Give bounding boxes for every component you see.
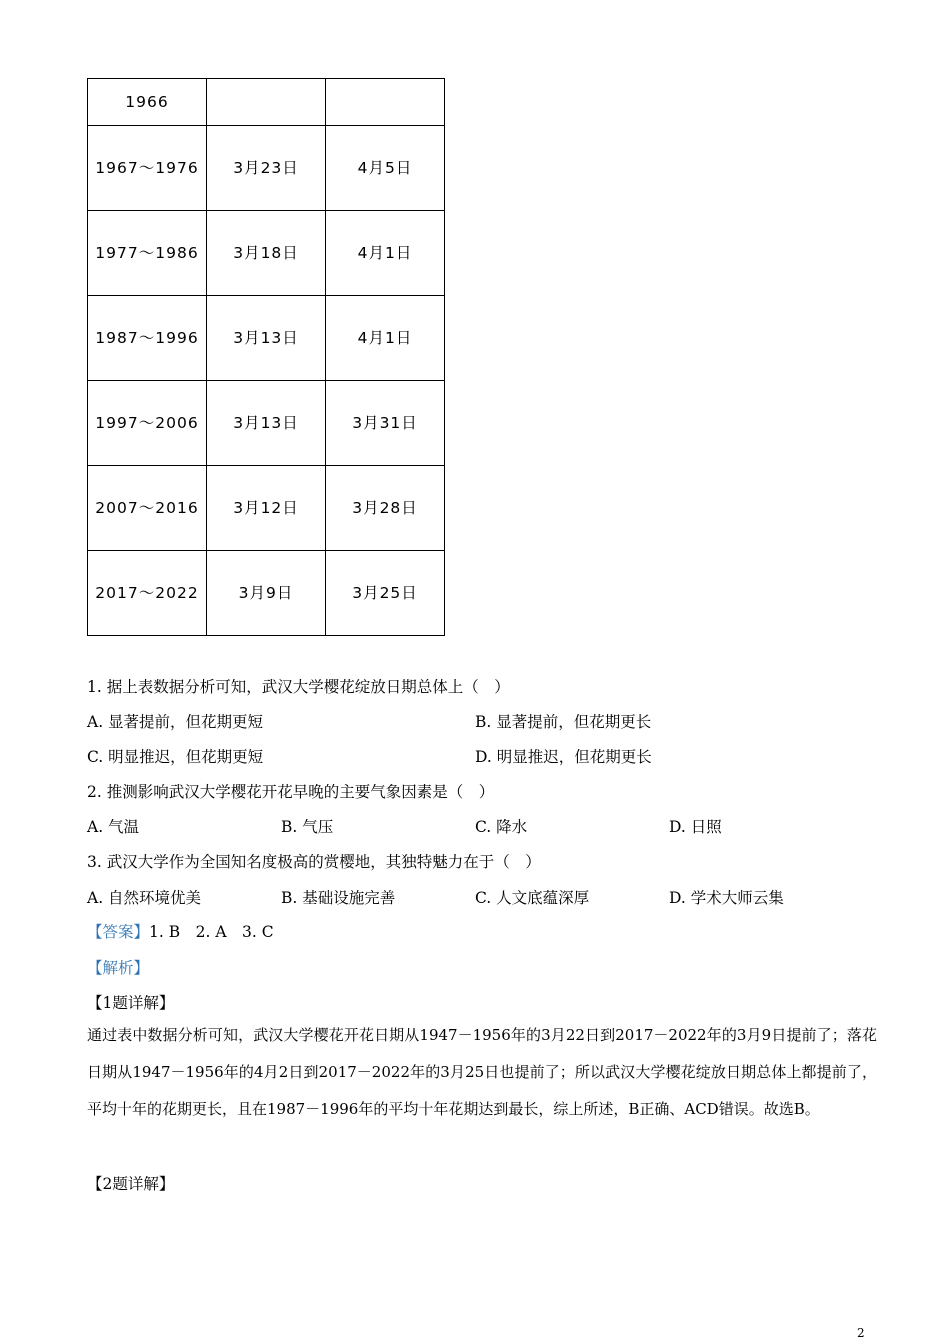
page-number: 2 [857, 1326, 865, 1340]
detail-1-title: 【1题详解】 [87, 994, 175, 1012]
period-cell: 1966 [88, 79, 207, 126]
q1-option-c: C. 明显推迟，但花期更短 [87, 748, 264, 766]
answer-text: 1. B 2. A 3. C [149, 923, 274, 941]
fall-date-cell: 4月1日 [326, 211, 445, 296]
bloom-date-cell: 3月13日 [207, 296, 326, 381]
question-2-stem: 2. 推测影响武汉大学樱花开花早晚的主要气象因素是（ ） [87, 783, 495, 801]
table-row [88, 211, 445, 296]
q2-option-b: B. 气压 [281, 818, 334, 836]
bloom-date-cell: 3月12日 [207, 466, 326, 551]
q3-option-c: C. 人文底蕴深厚 [475, 889, 590, 907]
fall-date-cell: 3月25日 [326, 551, 445, 636]
q2-option-c: C. 降水 [475, 818, 528, 836]
q1-option-a: A. 显著提前，但花期更短 [87, 713, 264, 731]
fall-date-cell: 3月28日 [326, 466, 445, 551]
fall-date-cell: 3月31日 [326, 381, 445, 466]
answer-line [87, 920, 274, 942]
bloom-date-table [87, 78, 445, 636]
bloom-date-cell: 3月18日 [207, 211, 326, 296]
bloom-date-cell [207, 79, 326, 126]
bloom-date-cell: 3月9日 [207, 551, 326, 636]
bloom-date-cell: 3月23日 [207, 126, 326, 211]
question-3-stem: 3. 武汉大学作为全国知名度极高的赏樱地，其独特魅力在于（ ） [87, 853, 541, 871]
q3-option-d: D. 学术大师云集 [669, 889, 784, 907]
table-row [88, 551, 445, 636]
period-cell: 1977～1986 [88, 211, 207, 296]
period-cell: 1987～1996 [88, 296, 207, 381]
table-row [88, 381, 445, 466]
q3-option-a: A. 自然环境优美 [87, 889, 202, 907]
answer-label: 【答案】 [87, 923, 150, 941]
q1-option-d: D. 明显推迟，但花期更长 [475, 748, 652, 766]
analysis-label: 【解析】 [87, 959, 150, 977]
table-row [88, 126, 445, 211]
fall-date-cell: 4月5日 [326, 126, 445, 211]
fall-date-cell [326, 79, 445, 126]
period-cell: 1967～1976 [88, 126, 207, 211]
detail-1-text: 通过表中数据分析可知，武汉大学樱花开花日期从1947－1956年的3月22日到2017－2022年的3月9日提前了；落花日期从1947－1956年的4月2日到2017－2022年的3月25日也提前了；所以武汉大学樱花绽放日期总体上都提前了，平均十年的花期更长，且在1987－1996年的平均十年花期达到最长，综上所述，B正确、ACD错误。故选B。 [87, 1026, 877, 1118]
period-cell: 1997～2006 [88, 381, 207, 466]
q3-option-b: B. 基础设施完善 [281, 889, 396, 907]
q1-option-b: B. 显著提前，但花期更长 [475, 713, 652, 731]
question-1-stem: 1. 据上表数据分析可知，武汉大学樱花绽放日期总体上（ ） [87, 678, 510, 696]
period-cell: 2007～2016 [88, 466, 207, 551]
table-row [88, 466, 445, 551]
table-row [88, 79, 445, 126]
q2-option-a: A. 气温 [87, 818, 140, 836]
bloom-date-cell: 3月13日 [207, 381, 326, 466]
fall-date-cell: 4月1日 [326, 296, 445, 381]
table-row [88, 296, 445, 381]
period-cell: 2017～2022 [88, 551, 207, 636]
q2-option-d: D. 日照 [669, 818, 722, 836]
detail-2-title: 【2题详解】 [87, 1175, 175, 1193]
